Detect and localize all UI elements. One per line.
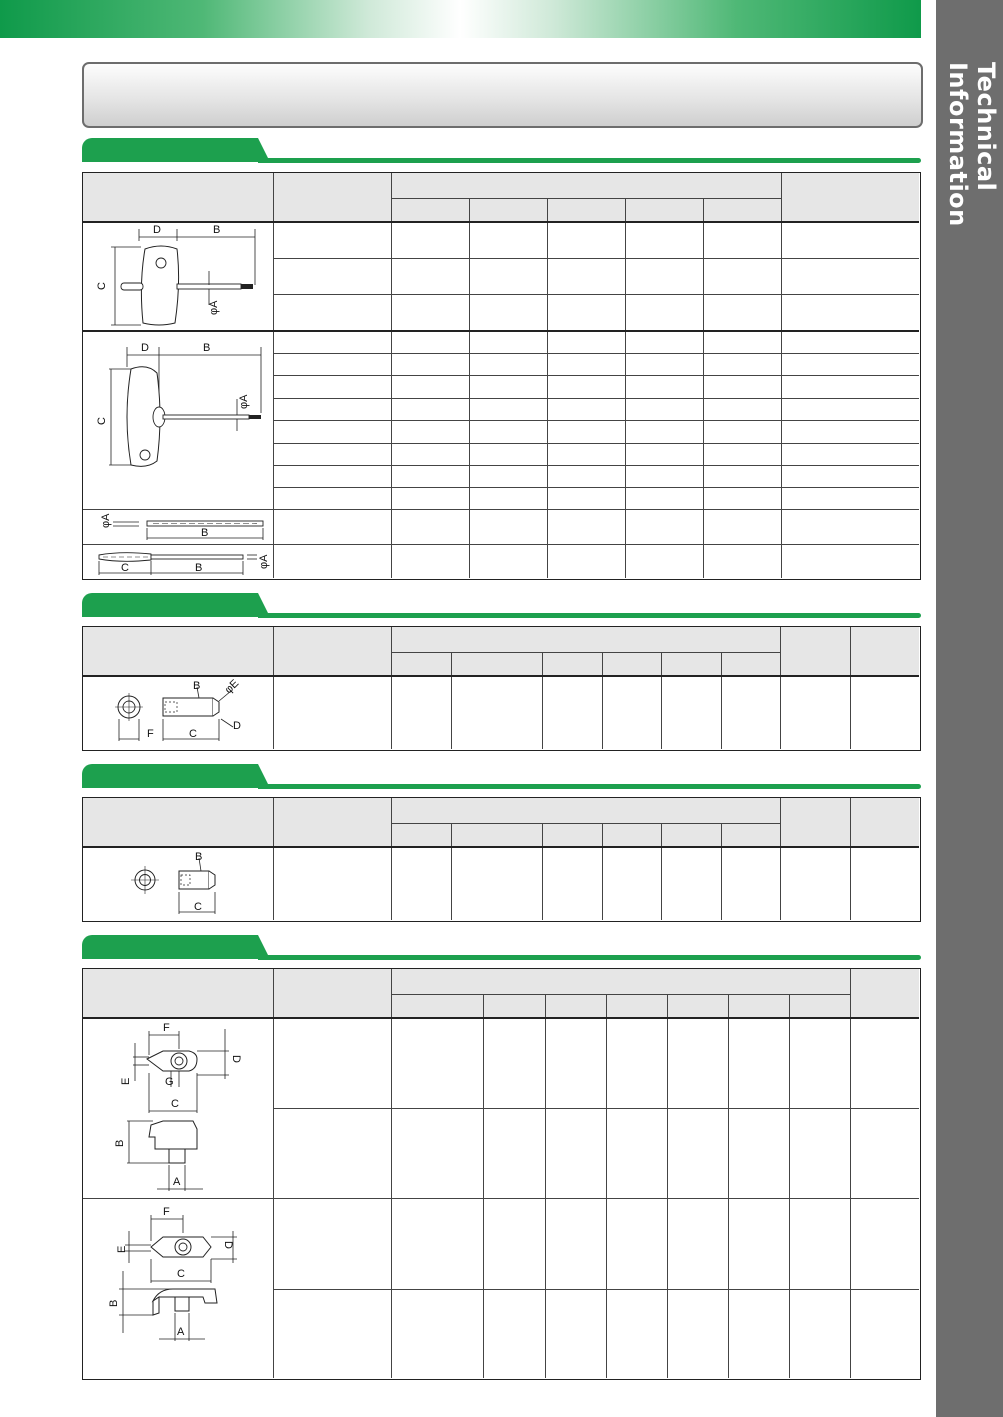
- table-rule: [451, 823, 452, 920]
- table-rule: [850, 798, 851, 920]
- table-rule: [547, 198, 548, 578]
- dim-label-D: D: [141, 342, 149, 354]
- dim-label-A: A: [177, 1326, 185, 1338]
- dim-label-A: A: [173, 1176, 181, 1188]
- dim-label-C: C: [171, 1098, 179, 1110]
- table-rule: [625, 198, 626, 578]
- bit-diagram: [91, 510, 271, 544]
- table-rule: [273, 443, 919, 444]
- dim-label-phiA: φA: [100, 513, 112, 528]
- table-1: [82, 172, 921, 580]
- table-rule: [602, 823, 603, 920]
- clamp-b-diagram: [108, 1201, 268, 1377]
- table-4: [82, 968, 921, 1380]
- table-rule: [703, 198, 704, 578]
- table-rule: [273, 420, 919, 421]
- section-header-1: [82, 138, 921, 164]
- table-rule: [273, 398, 919, 399]
- section-tab: [82, 935, 258, 959]
- page-title-box: [82, 62, 923, 128]
- table-rule: [542, 823, 543, 920]
- dim-label-B: B: [203, 342, 211, 354]
- table-rule: [273, 487, 919, 488]
- dim-label-B: B: [195, 851, 203, 863]
- table-rule: [728, 994, 729, 1378]
- table-rule: [661, 823, 662, 920]
- dim-label-D: D: [222, 1241, 234, 1249]
- dim-label-D: D: [230, 1055, 242, 1063]
- table-rule: [451, 652, 452, 749]
- dim-label-F: F: [163, 1206, 170, 1218]
- dim-label-phiA: φA: [208, 300, 220, 315]
- table-rule: [273, 969, 274, 1378]
- sidebar-label: Technical Information: [944, 62, 1000, 227]
- table-rule: [780, 798, 781, 920]
- sidebar: [936, 0, 1003, 1417]
- table-rule: [391, 652, 780, 653]
- dim-label-G: G: [165, 1076, 174, 1088]
- table-rule: [661, 652, 662, 749]
- table-2: [82, 626, 921, 751]
- table-rule: [273, 294, 919, 295]
- section-header-4: [82, 935, 921, 961]
- table-rule: [545, 994, 546, 1378]
- table-rule: [721, 652, 722, 749]
- table-rule: [780, 627, 781, 749]
- section-tab: [82, 764, 258, 788]
- clamp-a-diagram: [113, 1019, 268, 1197]
- dim-label-B: B: [193, 680, 201, 692]
- dim-label-B: B: [108, 1299, 120, 1307]
- table-rule: [273, 1108, 919, 1109]
- table-rule: [542, 652, 543, 749]
- table-rule: [789, 994, 790, 1378]
- section-header-3: [82, 764, 921, 790]
- table-rule: [83, 846, 919, 848]
- large-handle-key-diagram: [91, 333, 271, 508]
- section-rule: [258, 158, 921, 163]
- dim-label-phiA: φA: [258, 554, 270, 569]
- dim-label-B: B: [195, 562, 203, 574]
- section-tab: [82, 138, 258, 162]
- table-rule: [606, 994, 607, 1378]
- section-rule: [258, 613, 921, 618]
- set-screw-diagram: [103, 679, 271, 747]
- table-rule: [273, 465, 919, 466]
- dim-label-phiE: φE: [222, 677, 242, 697]
- dim-label-B: B: [114, 1139, 126, 1147]
- table-rule: [273, 258, 919, 259]
- dim-label-C: C: [121, 562, 129, 574]
- dim-label-phiA: φA: [238, 394, 250, 409]
- table-rule: [273, 627, 274, 749]
- table-rule: [667, 994, 668, 1378]
- dim-label-C: C: [189, 728, 197, 740]
- dim-label-F: F: [147, 728, 154, 740]
- table-rule: [391, 198, 781, 199]
- section-tab: [82, 593, 258, 617]
- table-rule: [391, 798, 392, 920]
- table-rule: [273, 1289, 919, 1290]
- dim-label-B: B: [213, 224, 221, 236]
- table-rule: [850, 627, 851, 749]
- table-rule: [83, 675, 919, 677]
- dim-label-F: F: [163, 1022, 170, 1034]
- table-rule: [273, 375, 919, 376]
- table-rule: [273, 798, 274, 920]
- table-rule: [83, 330, 919, 332]
- dim-label-B: B: [201, 527, 209, 539]
- table-rule: [391, 969, 392, 1378]
- dim-label-E: E: [120, 1077, 132, 1085]
- section-header-2: [82, 593, 921, 619]
- dim-label-D: D: [153, 224, 161, 236]
- table-rule: [83, 1198, 919, 1199]
- table-rule: [721, 823, 722, 920]
- set-screw-short-diagram: [123, 850, 263, 918]
- dim-label-C: C: [96, 282, 108, 290]
- table-rule: [391, 823, 780, 824]
- table-rule: [850, 969, 851, 1378]
- dim-label-E: E: [116, 1245, 128, 1253]
- table-rule: [602, 652, 603, 749]
- table-rule: [273, 353, 919, 354]
- table-rule: [391, 994, 850, 995]
- section-rule: [258, 955, 921, 960]
- table-rule: [469, 198, 470, 578]
- dim-label-C: C: [194, 901, 202, 913]
- section-rule: [258, 784, 921, 789]
- dim-label-C: C: [177, 1268, 185, 1280]
- table-3: [82, 797, 921, 922]
- table-rule: [483, 994, 484, 1378]
- header-gradient-bar: [0, 0, 921, 38]
- dim-label-C: C: [96, 417, 108, 425]
- t-handle-key-diagram: [91, 223, 271, 328]
- double-bit-diagram: [91, 545, 271, 579]
- table-rule: [391, 627, 392, 749]
- dim-label-D: D: [233, 720, 241, 732]
